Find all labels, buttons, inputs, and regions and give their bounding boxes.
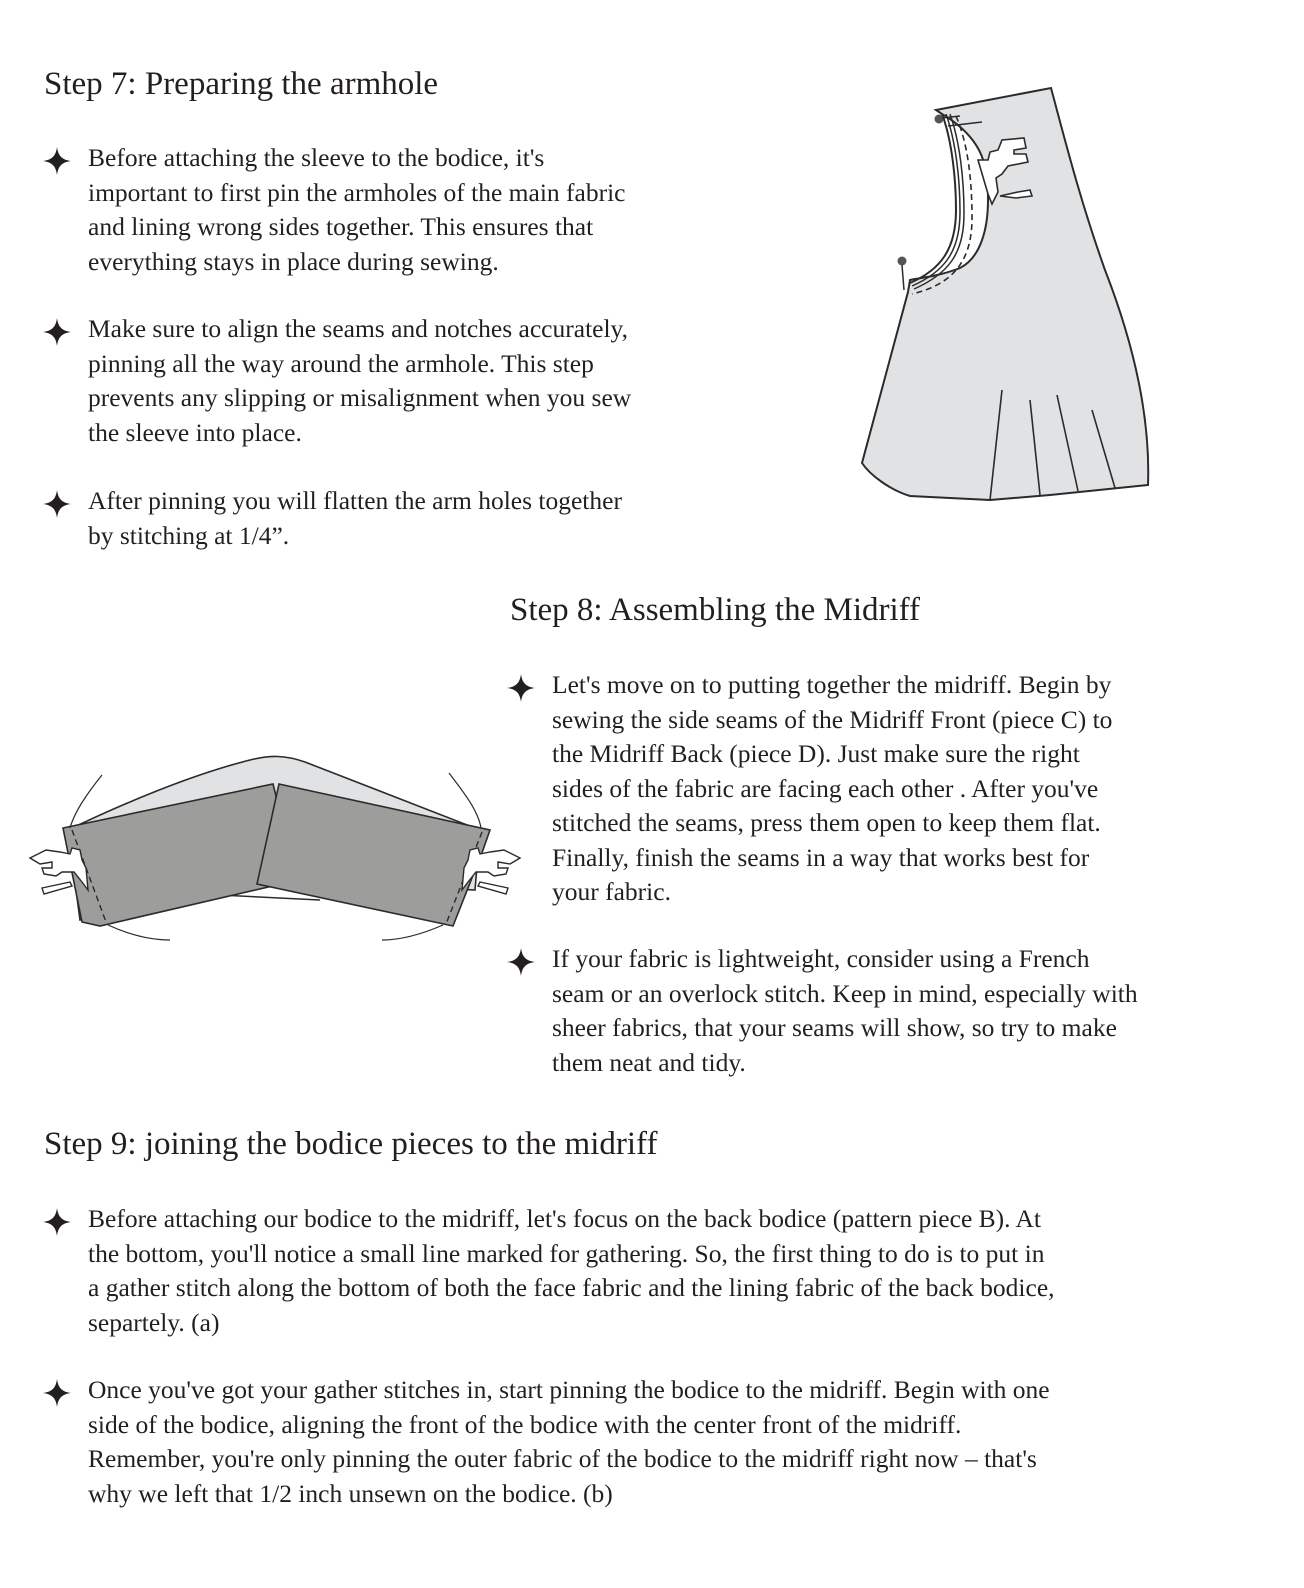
midriff-front-panel: [63, 784, 277, 926]
bullet-line: a gather stitch along the bottom of both the face fabric and the lining fabric of the back bodice,: [88, 1273, 1055, 1302]
bullet-line: pinning all the way around the armhole. This step: [88, 348, 594, 378]
four-point-star-icon: [42, 146, 72, 176]
bullet-line: important to first pin the armholes of the main fabric: [88, 177, 626, 207]
bullet-line: them neat and tidy.: [552, 1047, 746, 1077]
bullet-line: After pinning you will flatten the arm holes together: [88, 486, 622, 515]
pin-icon: [898, 257, 907, 291]
bullet-line: why we left that 1/2 inch unsewn on the bodice. (b): [88, 1478, 613, 1508]
bullet-line: Once you've got your gather stitches in, start pinning the bodice to the midriff. Begin with one: [88, 1375, 1050, 1404]
step9-bullet-2: [88, 1373, 1288, 1511]
bullet-line: everything stays in place during sewing.: [88, 246, 499, 276]
bullet-line: Make sure to align the seams and notches accurately,: [88, 314, 629, 343]
bullet-line: Finally, finish the seams in a way that works best for: [552, 842, 1090, 872]
bullet-line: stitched the seams, press them open to keep them flat.: [552, 808, 1101, 837]
four-point-star-icon: [42, 317, 72, 347]
step8-bullet-2: [552, 942, 1282, 1080]
step7-bullet-2: [88, 312, 788, 450]
bullet-line: by stitching at 1/4”.: [88, 520, 290, 550]
bullet-line: Before attaching our bodice to the midriff, let's focus on the back bodice (pattern piece B). At: [88, 1204, 1041, 1233]
bullet-line: and lining wrong sides together. This ensures that: [88, 212, 594, 241]
four-point-star-icon: [506, 947, 536, 977]
four-point-star-icon: [42, 489, 72, 519]
bullet-line: sewing the side seams of the Midriff Front (piece C) to: [552, 704, 1113, 734]
bullet-line: seam or an overlock stitch. Keep in mind, especially with: [552, 978, 1138, 1008]
four-point-star-icon: [42, 1378, 72, 1408]
bullet-line: Before attaching the sleeve to the bodice, it's: [88, 143, 545, 172]
step8-bullet-1: [552, 668, 1272, 910]
step7-bullet-3: [88, 484, 788, 553]
midriff-back-panel: [257, 784, 490, 926]
bullet-line: the sleeve into place.: [88, 417, 302, 447]
bullet-line: the bottom, you'll notice a small line marked for gathering. So, the first thing to do is to put in: [88, 1238, 1045, 1268]
step9-bullet-1: [88, 1202, 1288, 1340]
bullet-line: side of the bodice, aligning the front of the bodice with the center front of the midriff.: [88, 1409, 962, 1439]
bullet-line: your fabric.: [552, 877, 671, 906]
bullet-line: If your fabric is lightweight, consider using a French: [552, 944, 1090, 973]
bullet-line: separtely. (a): [88, 1307, 220, 1337]
four-point-star-icon: [42, 1207, 72, 1237]
bullet-line: the Midriff Back (piece D). Just make sure the right: [552, 739, 1080, 768]
step7-bullet-1: [88, 141, 788, 279]
four-point-star-icon: [506, 673, 536, 703]
bullet-line: sides of the fabric are facing each other . After you've: [552, 773, 1099, 803]
step8-heading: Step 8: Assembling the Midriff: [510, 592, 921, 628]
bullet-line: Remember, you're only pinning the outer fabric of the bodice to the midriff right now – that's: [88, 1444, 1037, 1473]
bullet-line: sheer fabrics, that your seams will show, so try to make: [552, 1013, 1117, 1042]
step9-heading: Step 9: joining the bodice pieces to the midriff: [44, 1126, 658, 1162]
bullet-line: Let's move on to putting together the midriff. Begin by: [552, 670, 1112, 699]
bodice-armhole-illustration: [850, 80, 1150, 520]
step7-heading: Step 7: Preparing the armhole: [44, 66, 439, 102]
midriff-illustration: [20, 720, 530, 950]
bullet-line: prevents any slipping or misalignment when you sew: [88, 383, 632, 412]
